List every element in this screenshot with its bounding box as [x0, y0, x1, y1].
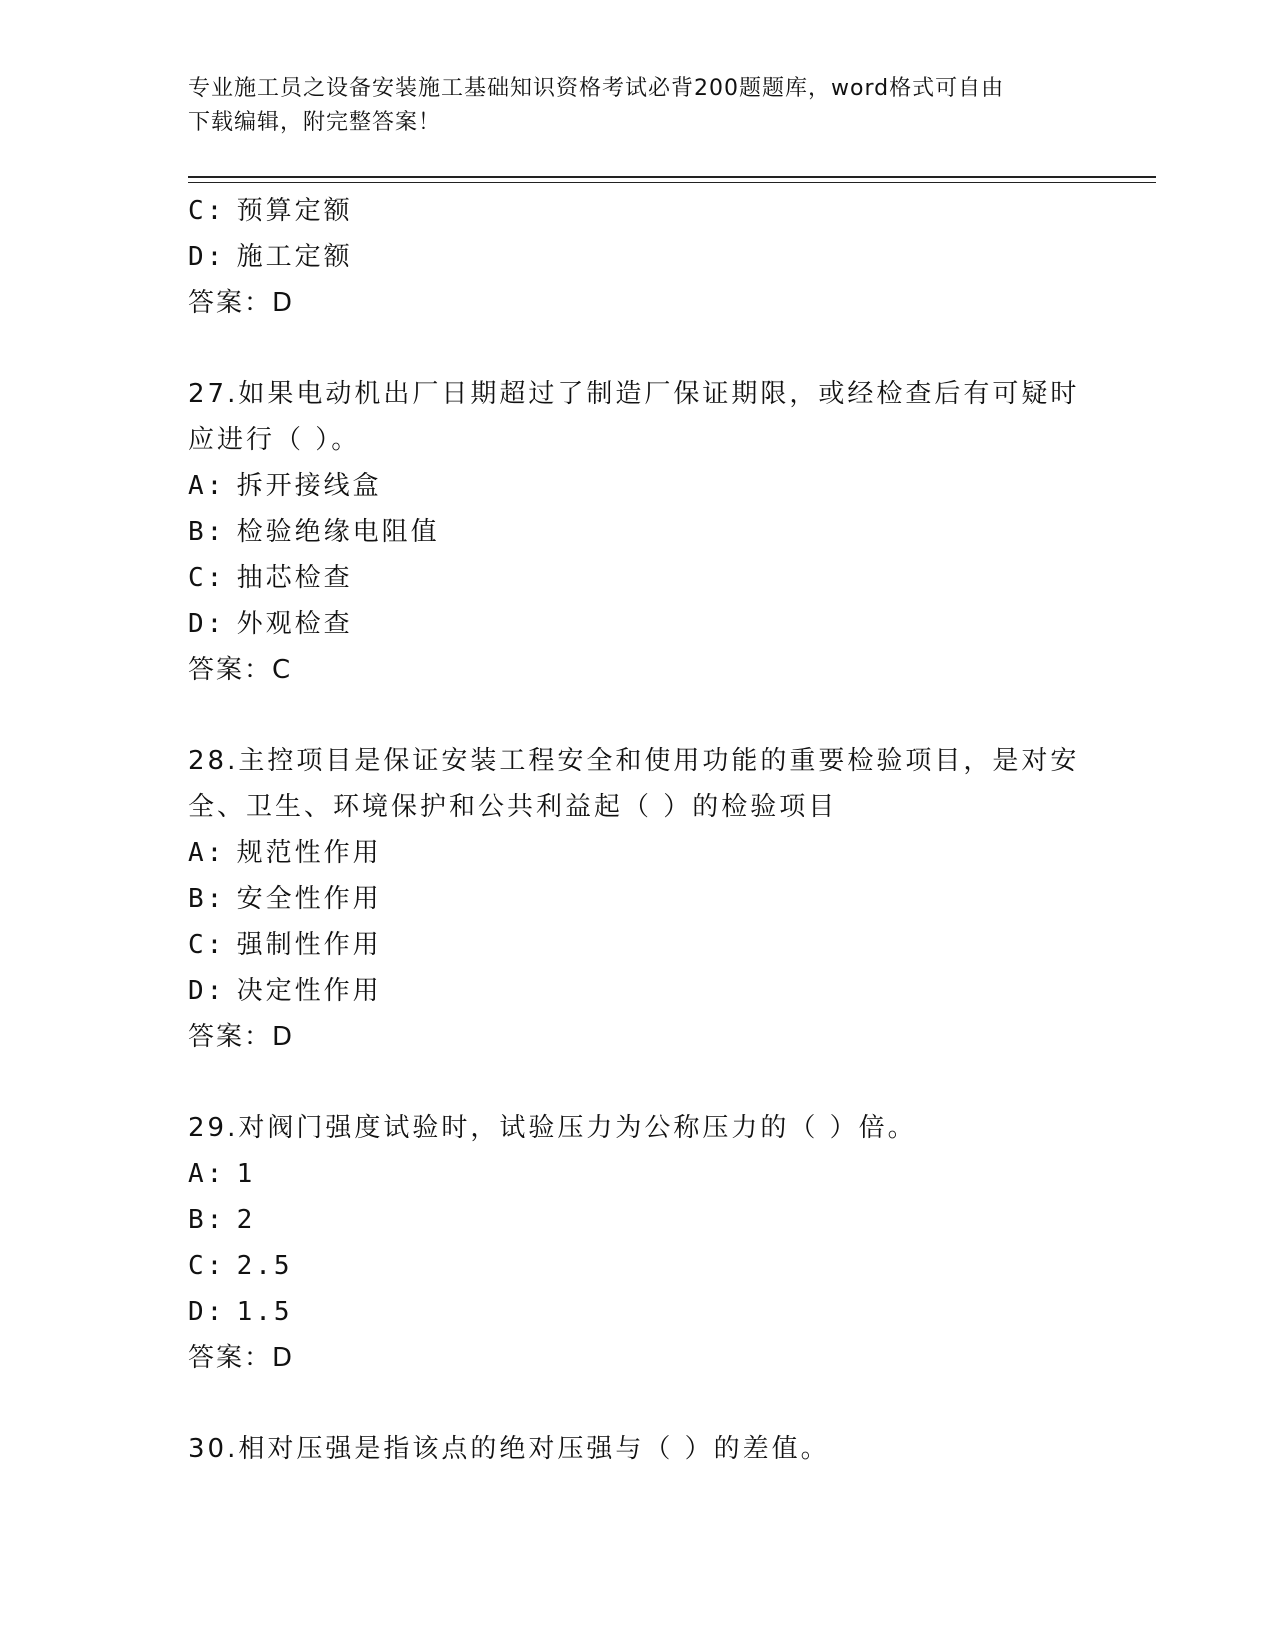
- header-divider: [188, 176, 1156, 178]
- option-d: D: 决定性作用: [188, 976, 382, 1006]
- question-27: [188, 371, 1088, 693]
- header-divider-thin: [188, 182, 1156, 183]
- header-line-2: 下载编辑，附完整答案！: [188, 110, 442, 135]
- question-list: [188, 188, 1088, 1472]
- header-line-1: 专业施工员之设备安装施工基础知识资格考试必背200题题库，word格式可自由: [188, 76, 1005, 101]
- option-c: C: 2.5: [188, 1251, 293, 1281]
- question-26-tail: [188, 188, 1088, 326]
- option-b: B: 2: [188, 1205, 256, 1235]
- question-text-line-2: 全、卫生、环境保护和公共利益起（ ）的检验项目: [188, 792, 838, 822]
- answer-line: 答案：D: [188, 1343, 295, 1373]
- option-c: C: 抽芯检查: [188, 563, 353, 593]
- option-c: C: 强制性作用: [188, 930, 382, 960]
- option-a: A: 规范性作用: [188, 838, 382, 868]
- answer-line: 答案：D: [188, 288, 295, 318]
- answer-line: 答案：D: [188, 1022, 295, 1052]
- option-b: B: 安全性作用: [188, 884, 382, 914]
- question-30: [188, 1426, 1088, 1472]
- page-header: [188, 72, 1088, 140]
- answer-line: 答案：C: [188, 655, 293, 685]
- question-28: [188, 738, 1088, 1060]
- option-b: B: 检验绝缘电阻值: [188, 517, 440, 547]
- question-text-line-1: 29.对阀门强度试验时，试验压力为公称压力的（ ）倍。: [188, 1113, 917, 1143]
- question-29: [188, 1105, 1088, 1381]
- question-text-line-1: 28.主控项目是保证安装工程安全和使用功能的重要检验项目，是对安: [188, 746, 1080, 776]
- option-a: A: 拆开接线盒: [188, 471, 382, 501]
- question-text-line-2: 应进行（ ）。: [188, 425, 361, 455]
- option-d: D: 施工定额: [188, 242, 353, 272]
- option-a: A: 1: [188, 1159, 256, 1189]
- question-text-line-1: 27.如果电动机出厂日期超过了制造厂保证期限，或经检查后有可疑时: [188, 379, 1080, 409]
- option-c: C: 预算定额: [188, 196, 353, 226]
- option-d: D: 1.5: [188, 1297, 293, 1327]
- question-text-line-1: 30.相对压强是指该点的绝对压强与（ ）的差值。: [188, 1434, 830, 1464]
- option-d: D: 外观检查: [188, 609, 353, 639]
